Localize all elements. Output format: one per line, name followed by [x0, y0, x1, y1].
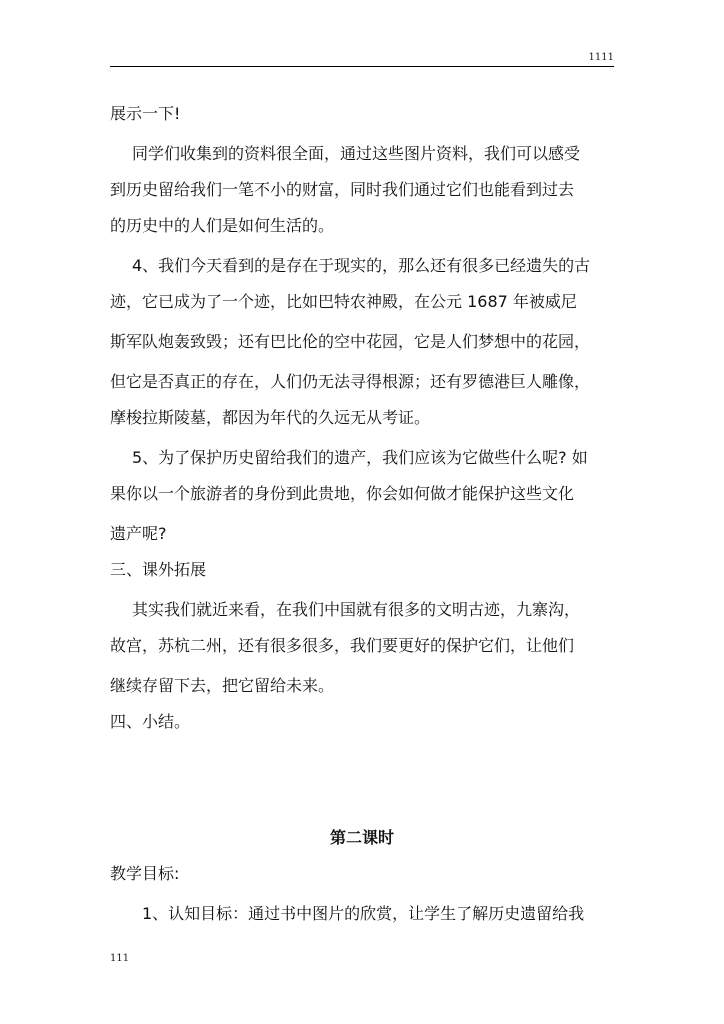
- paragraph-line: 同学们收集到的资料很全面，通过这些图片资料，我们可以感受: [132, 144, 581, 163]
- paragraph-line: 但它是否真正的存在，人们仍无法寻得根源；还有罗德港巨人雕像，: [110, 372, 591, 391]
- paragraph-line: 摩梭拉斯陵墓，都因为年代的久远无从考证。: [110, 408, 431, 427]
- paragraph-line: 果你以一个旅游者的身份到此贵地，你会如何做才能保护这些文化: [110, 484, 575, 503]
- paragraph-line: 迹，它已成为了一个迹，比如巴特农神殿，在公元 1687 年被威尼: [110, 292, 577, 311]
- paragraph-line: 到历史留给我们一笔不小的财富，同时我们通过它们也能看到过去: [110, 180, 575, 199]
- header-rule: [110, 66, 614, 67]
- section-heading: 三、课外拓展: [110, 560, 207, 579]
- header-page-marker: 1111: [588, 52, 614, 63]
- paragraph-line: 斯军队炮轰致毁；还有巴比伦的空中花园，它是人们梦想中的花园，: [110, 332, 591, 351]
- footer-page-marker: 111: [110, 953, 130, 964]
- paragraph-line: 的历史中的人们是如何生活的。: [110, 216, 335, 235]
- paragraph-line: 展示一下!: [110, 104, 181, 123]
- paragraph-line: 5、为了保护历史留给我们的遗产，我们应该为它做些什么呢? 如: [132, 448, 588, 467]
- paragraph-line: 继续存留下去，把它留给未来。: [110, 676, 335, 695]
- paragraph-line: 故宫，苏杭二州，还有很多很多，我们要更好的保护它们，让他们: [110, 636, 575, 655]
- paragraph-line: 1、认知目标：通过书中图片的欣赏，让学生了解历史遗留给我: [142, 904, 585, 923]
- lesson-title: 第二课时: [330, 828, 395, 847]
- section-heading: 四、小结。: [110, 712, 191, 731]
- paragraph-line: 4、我们今天看到的是存在于现实的，那么还有很多已经遗失的古: [132, 256, 591, 275]
- paragraph-line: 遗产呢?: [110, 524, 167, 543]
- subheading: 教学目标:: [110, 864, 180, 883]
- paragraph-line: 其实我们就近来看，在我们中国就有很多的文明古迹，九寨沟，: [132, 600, 581, 619]
